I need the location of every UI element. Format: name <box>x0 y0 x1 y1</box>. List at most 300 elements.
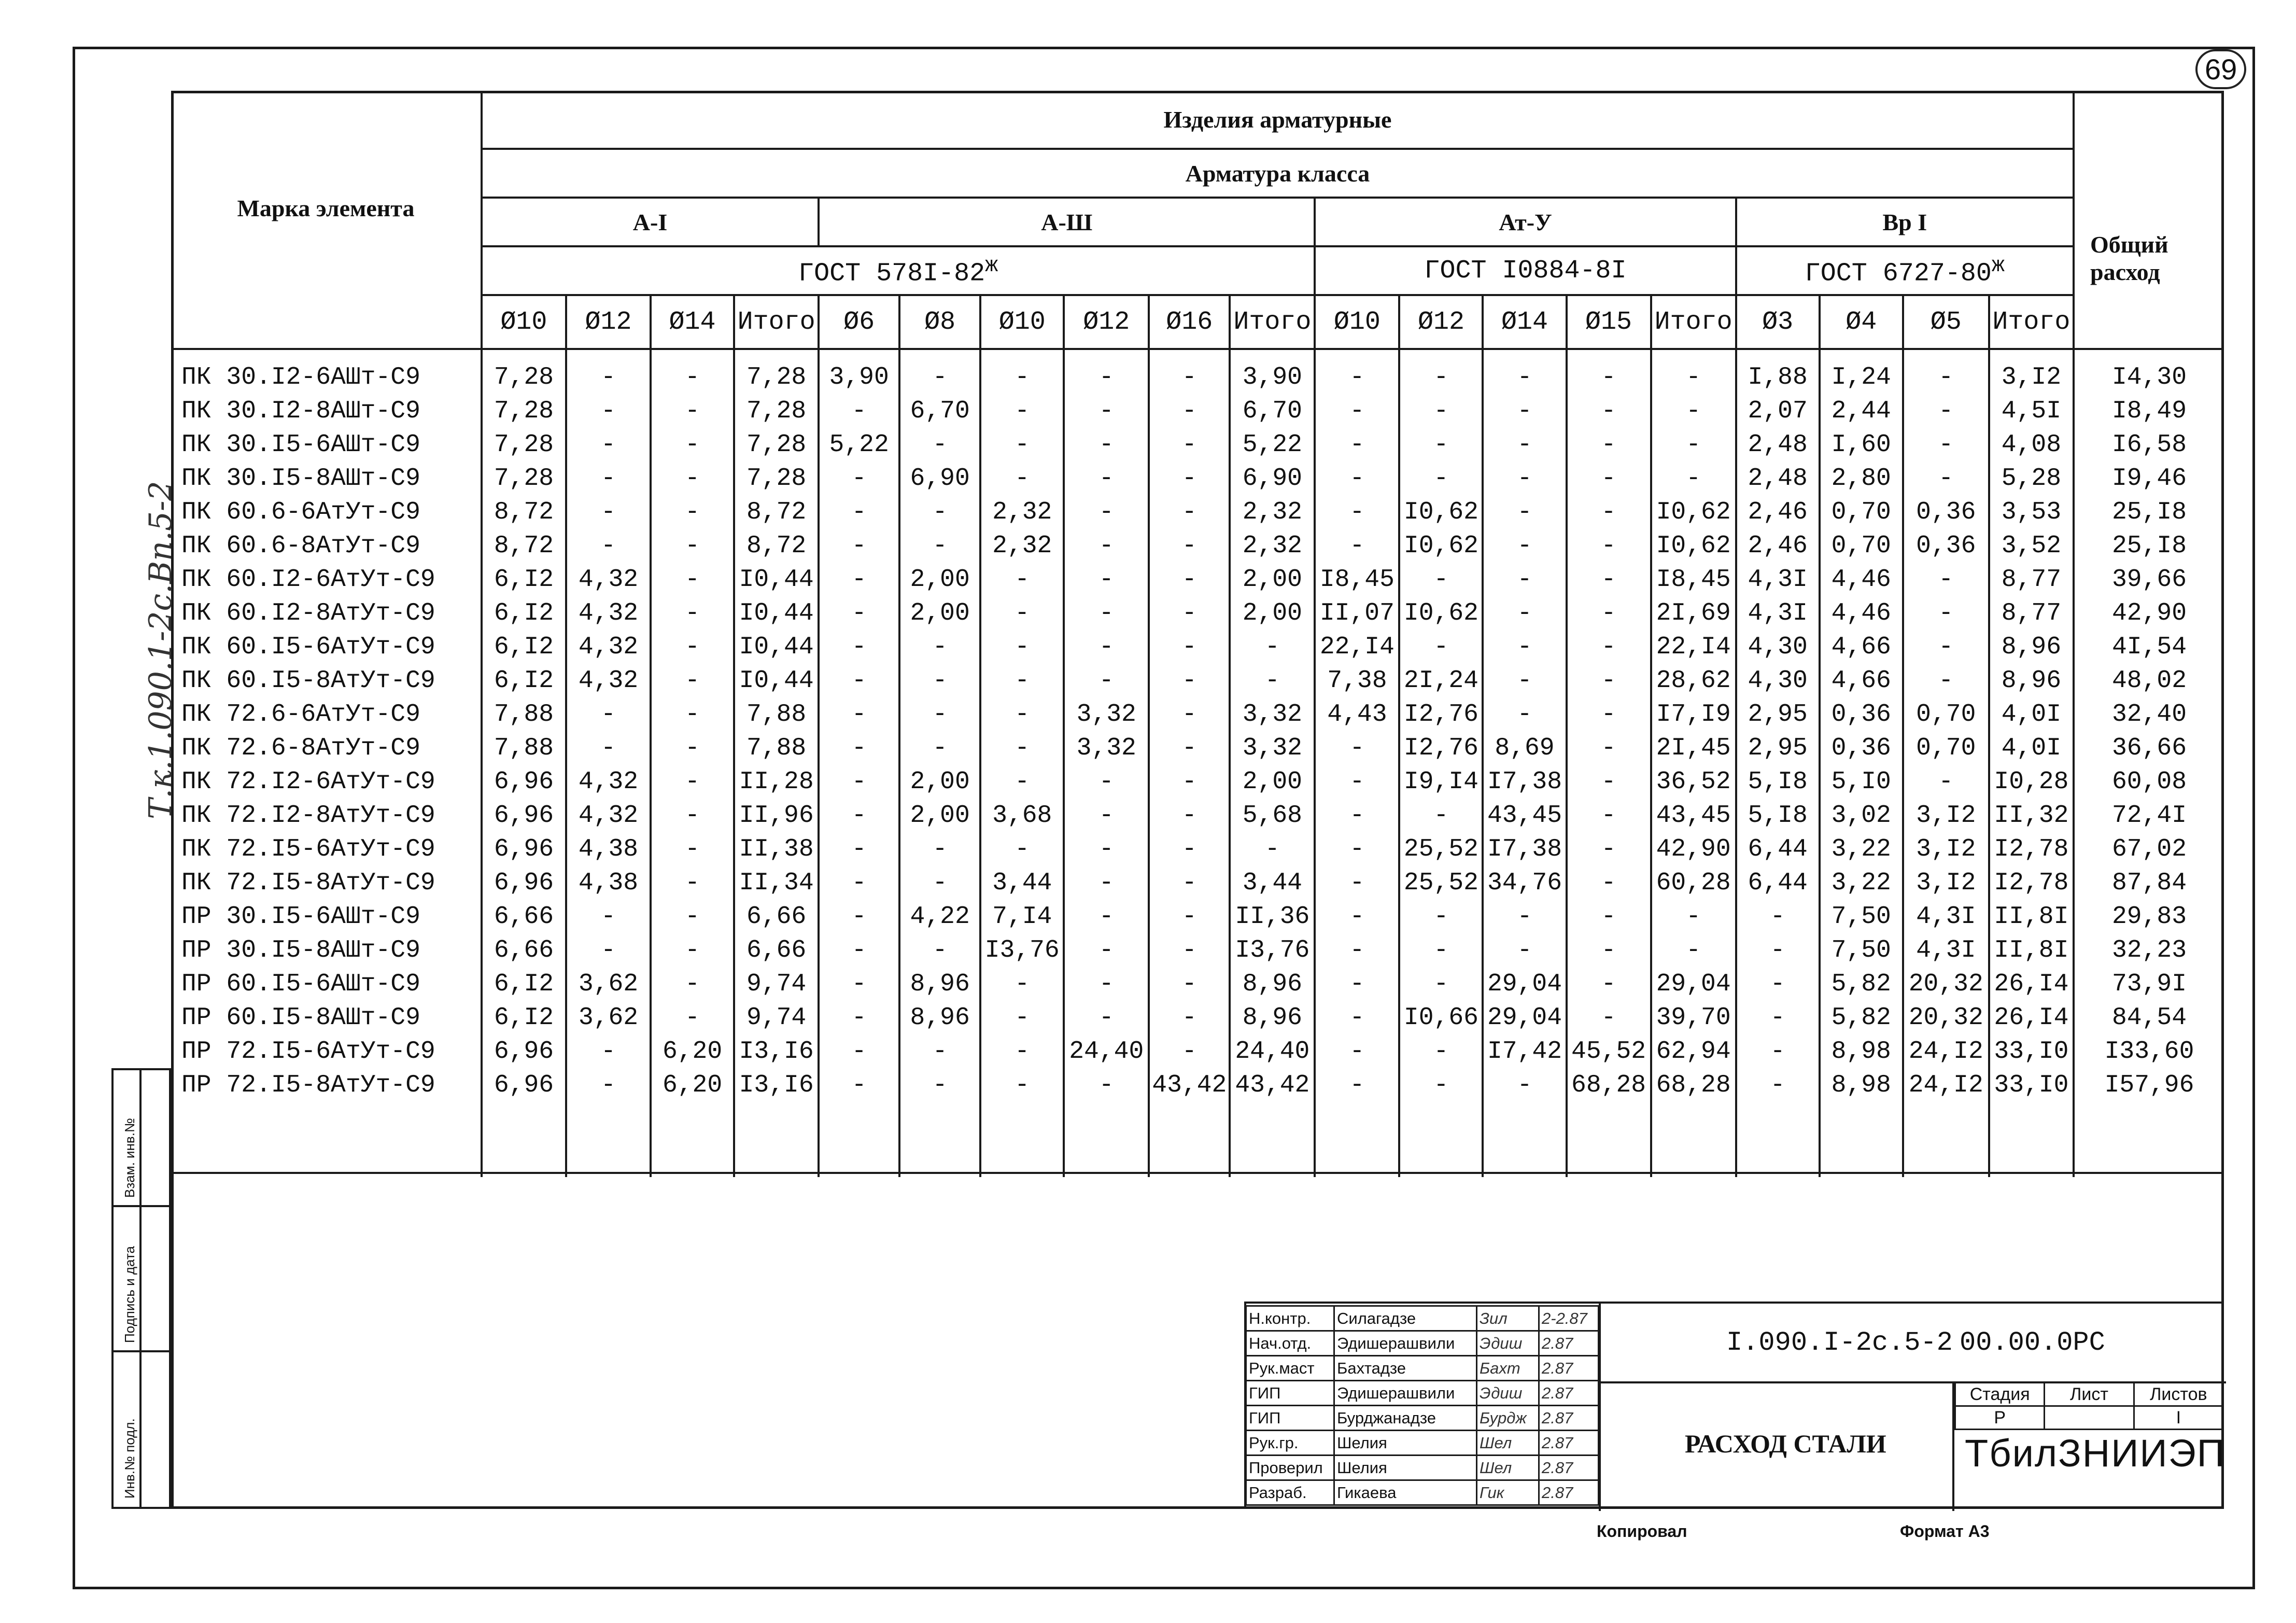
value-cell: 4,3I <box>1903 900 1989 933</box>
value-cell: - <box>899 428 980 461</box>
value-cell: - <box>1483 933 1566 967</box>
value-cell: - <box>1903 765 1989 799</box>
value-cell: 20,32 <box>1903 967 1989 1001</box>
value-cell: 3,44 <box>980 866 1064 900</box>
value-cell: - <box>1903 563 1989 596</box>
value-cell: 7,28 <box>734 349 819 394</box>
total-cell: 25,I8 <box>2074 529 2224 563</box>
value-cell: - <box>1064 900 1149 933</box>
value-cell: 8,69 <box>1483 731 1566 765</box>
stamp-signature: Бурдж <box>1477 1406 1539 1431</box>
size-header: Ø12 <box>1399 295 1483 349</box>
value-cell: - <box>1483 563 1566 596</box>
value-cell: - <box>651 900 734 933</box>
value-cell: 43,42 <box>1149 1068 1230 1102</box>
value-cell: - <box>1903 630 1989 664</box>
value-cell: I0,62 <box>1399 596 1483 630</box>
value-cell: 2,46 <box>1736 495 1820 529</box>
value-cell: 8,96 <box>899 967 980 1001</box>
table-row <box>171 967 2224 1001</box>
value-cell: 3,22 <box>1820 866 1903 900</box>
value-cell: 25,52 <box>1399 866 1483 900</box>
value-cell: 2,95 <box>1736 697 1820 731</box>
value-cell: - <box>1064 596 1149 630</box>
value-cell: - <box>1315 349 1399 394</box>
value-cell: - <box>651 1001 734 1034</box>
table-row <box>171 832 2224 866</box>
value-cell: 2,32 <box>980 495 1064 529</box>
value-cell: 28,62 <box>1651 664 1736 697</box>
value-cell: 4,32 <box>566 563 651 596</box>
value-cell: I,88 <box>1736 349 1820 394</box>
side-cell-replace: Взам. инв.№ <box>122 1118 137 1198</box>
value-cell: 3,62 <box>566 1001 651 1034</box>
value-cell: - <box>819 1034 899 1068</box>
value-cell: 20,32 <box>1903 1001 1989 1034</box>
value-cell: 6,96 <box>482 832 566 866</box>
value-cell: 7,88 <box>482 731 566 765</box>
stage-table <box>1954 1382 2224 1430</box>
value-cell: 7,28 <box>482 394 566 428</box>
header-total <box>2074 91 2224 349</box>
value-cell: 9,74 <box>734 1001 819 1034</box>
value-cell: 0,70 <box>1820 495 1903 529</box>
class-a3: А-Ш <box>819 198 1315 246</box>
table-row <box>171 664 2224 697</box>
value-cell: - <box>1567 967 1651 1001</box>
value-cell: - <box>1064 799 1149 832</box>
value-cell: 6,I2 <box>482 664 566 697</box>
value-cell: - <box>566 428 651 461</box>
element-mark: ПК 72.I2-6АтУт-С9 <box>171 765 482 799</box>
value-cell: - <box>1483 630 1566 664</box>
value-cell: - <box>1149 461 1230 495</box>
value-cell: - <box>1149 765 1230 799</box>
value-cell: 0,36 <box>1820 731 1903 765</box>
value-cell: 5,68 <box>1230 799 1315 832</box>
value-cell: I0,44 <box>734 664 819 697</box>
value-cell: - <box>1064 1001 1149 1034</box>
value-cell: 4,3I <box>1736 563 1820 596</box>
value-cell: 62,94 <box>1651 1034 1736 1068</box>
value-cell: - <box>819 866 899 900</box>
value-cell: - <box>1315 1001 1399 1034</box>
value-cell: I8,45 <box>1651 563 1736 596</box>
value-cell: - <box>1651 349 1736 394</box>
value-cell: 5,28 <box>1989 461 2074 495</box>
value-cell: 7,28 <box>734 428 819 461</box>
value-cell: - <box>819 967 899 1001</box>
value-cell: - <box>1149 664 1230 697</box>
size-header: Ø10 <box>980 295 1064 349</box>
value-cell: - <box>651 529 734 563</box>
value-cell: I7,I9 <box>1651 697 1736 731</box>
total-cell: I4,30 <box>2074 349 2224 394</box>
value-cell: II,32 <box>1989 799 2074 832</box>
value-cell: 2,00 <box>899 596 980 630</box>
value-cell: - <box>1399 394 1483 428</box>
value-cell: II,96 <box>734 799 819 832</box>
total-cell: I33,60 <box>2074 1034 2224 1068</box>
element-mark: ПР 72.I5-6АтУт-С9 <box>171 1034 482 1068</box>
size-header: Ø12 <box>566 295 651 349</box>
value-cell: - <box>1064 428 1149 461</box>
element-mark: ПК 60.I5-8АтУт-С9 <box>171 664 482 697</box>
value-cell: - <box>980 967 1064 1001</box>
value-cell: 3,52 <box>1989 529 2074 563</box>
value-cell: - <box>899 1034 980 1068</box>
value-cell: - <box>651 933 734 967</box>
value-cell: - <box>1399 461 1483 495</box>
value-cell: 4,46 <box>1820 596 1903 630</box>
value-cell: - <box>1315 832 1399 866</box>
stamp-date: 2-2.87 <box>1539 1306 1599 1331</box>
value-cell: - <box>1315 900 1399 933</box>
sheets-label: Листов <box>2134 1383 2223 1406</box>
stamp-signature: Шел <box>1477 1431 1539 1456</box>
stamp-role: Рук.маст <box>1246 1356 1334 1381</box>
value-cell: - <box>1903 394 1989 428</box>
table-row <box>171 529 2224 563</box>
total-cell: 36,66 <box>2074 731 2224 765</box>
value-cell: I7,38 <box>1483 765 1566 799</box>
value-cell: - <box>1149 866 1230 900</box>
value-cell: 3,I2 <box>1903 799 1989 832</box>
value-cell: - <box>651 394 734 428</box>
value-cell: - <box>1736 967 1820 1001</box>
value-cell: - <box>1399 933 1483 967</box>
value-cell: - <box>1149 1001 1230 1034</box>
value-cell: 5,I0 <box>1820 765 1903 799</box>
value-cell: - <box>980 731 1064 765</box>
table-row <box>171 731 2224 765</box>
value-cell: - <box>1230 630 1315 664</box>
table-bottom-rule <box>171 1172 2224 1174</box>
value-cell: - <box>651 495 734 529</box>
value-cell: 24,40 <box>1064 1034 1149 1068</box>
value-cell: - <box>1567 731 1651 765</box>
value-cell: - <box>819 765 899 799</box>
value-cell: 2,32 <box>980 529 1064 563</box>
value-cell: - <box>651 428 734 461</box>
value-cell: - <box>980 1034 1064 1068</box>
value-cell: - <box>1567 832 1651 866</box>
value-cell: - <box>1567 428 1651 461</box>
value-cell: 3,68 <box>980 799 1064 832</box>
value-cell: 0,36 <box>1820 697 1903 731</box>
value-cell: - <box>1651 428 1736 461</box>
size-header: Ø3 <box>1736 295 1820 349</box>
stamp-row <box>1246 1381 1599 1406</box>
value-cell: II,8I <box>1989 933 2074 967</box>
table-row <box>171 394 2224 428</box>
total-cell: 25,I8 <box>2074 495 2224 529</box>
value-cell: 6,96 <box>482 799 566 832</box>
value-cell: - <box>1315 967 1399 1001</box>
value-cell: - <box>819 394 899 428</box>
value-cell: - <box>1567 799 1651 832</box>
value-cell: - <box>1149 563 1230 596</box>
stamp-role: ГИП <box>1246 1406 1334 1431</box>
value-cell: 24,I2 <box>1903 1068 1989 1102</box>
value-cell: - <box>1736 900 1820 933</box>
value-cell: - <box>819 596 899 630</box>
value-cell: 6,44 <box>1736 832 1820 866</box>
table-row <box>171 799 2224 832</box>
value-cell: 5,82 <box>1820 967 1903 1001</box>
value-cell: 6,20 <box>651 1034 734 1068</box>
value-cell: 4,32 <box>566 630 651 664</box>
value-cell: - <box>1567 765 1651 799</box>
value-cell: 43,45 <box>1651 799 1736 832</box>
value-cell: - <box>1399 1034 1483 1068</box>
value-cell: - <box>1315 1034 1399 1068</box>
element-mark: ПК 72.6-6АтУт-С9 <box>171 697 482 731</box>
value-cell: I7,42 <box>1483 1034 1566 1068</box>
value-cell: 8,96 <box>1230 967 1315 1001</box>
table-row <box>171 1034 2224 1068</box>
value-cell: - <box>1651 394 1736 428</box>
value-cell: - <box>1567 596 1651 630</box>
element-mark: ПР 30.I5-8АШт-С9 <box>171 933 482 967</box>
size-header: Ø14 <box>651 295 734 349</box>
value-cell: - <box>651 349 734 394</box>
value-cell: 4,30 <box>1736 664 1820 697</box>
value-cell: 25,52 <box>1399 832 1483 866</box>
value-cell: - <box>1399 1068 1483 1102</box>
total-cell: 67,02 <box>2074 832 2224 866</box>
stage-label: Стадия <box>1955 1383 2045 1406</box>
value-cell: 0,36 <box>1903 495 1989 529</box>
value-cell: - <box>651 664 734 697</box>
value-cell: 6,66 <box>734 933 819 967</box>
value-cell: 7,50 <box>1820 900 1903 933</box>
stamp-date: 2.87 <box>1539 1381 1599 1406</box>
value-cell: - <box>819 933 899 967</box>
stamp-name: Бахтадзе <box>1334 1356 1477 1381</box>
value-cell: 60,28 <box>1651 866 1736 900</box>
total-cell: 84,54 <box>2074 1001 2224 1034</box>
value-cell: - <box>980 394 1064 428</box>
stamp-row <box>1246 1431 1599 1456</box>
value-cell: - <box>566 900 651 933</box>
stamp-role: Разраб. <box>1246 1480 1334 1505</box>
value-cell: II,28 <box>734 765 819 799</box>
value-cell: - <box>651 967 734 1001</box>
value-cell: 0,70 <box>1903 731 1989 765</box>
value-cell: 8,96 <box>1230 1001 1315 1034</box>
doc-suffix: 00.00.0РС <box>1960 1327 2105 1358</box>
value-cell: - <box>1064 1068 1149 1102</box>
stamp-row <box>1246 1406 1599 1431</box>
stamp-role: ГИП <box>1246 1381 1334 1406</box>
value-cell: - <box>819 563 899 596</box>
value-cell: - <box>1903 664 1989 697</box>
value-cell: - <box>1149 349 1230 394</box>
sheet-title: РАСХОД СТАЛИ <box>1685 1429 1886 1458</box>
stamp-row <box>1246 1456 1599 1480</box>
value-cell: 4,32 <box>566 664 651 697</box>
value-cell: - <box>651 461 734 495</box>
value-cell: 8,96 <box>1989 664 2074 697</box>
value-cell: - <box>1149 731 1230 765</box>
value-cell: - <box>899 933 980 967</box>
stamp-role: Рук.гр. <box>1246 1431 1334 1456</box>
header-rebar-class: Арматура класса <box>482 149 2074 198</box>
value-cell: - <box>1567 563 1651 596</box>
value-cell: - <box>819 1068 899 1102</box>
value-cell: - <box>1483 428 1566 461</box>
size-header: Итого <box>1989 295 2074 349</box>
value-cell: - <box>819 1001 899 1034</box>
value-cell: I3,I6 <box>734 1034 819 1068</box>
value-cell: I2,76 <box>1399 731 1483 765</box>
value-cell: - <box>980 664 1064 697</box>
value-cell: 8,96 <box>1989 630 2074 664</box>
value-cell: - <box>1483 697 1566 731</box>
element-mark: ПК 72.I2-8АтУт-С9 <box>171 799 482 832</box>
header-products: Изделия арматурные <box>482 91 2074 149</box>
size-header: Итого <box>734 295 819 349</box>
stamp-name: Шелия <box>1334 1456 1477 1480</box>
value-cell: 6,96 <box>482 1068 566 1102</box>
value-cell: 6,I2 <box>482 630 566 664</box>
value-cell: - <box>819 900 899 933</box>
value-cell: - <box>819 697 899 731</box>
value-cell: - <box>1064 495 1149 529</box>
table-row <box>171 495 2224 529</box>
value-cell: - <box>1149 394 1230 428</box>
value-cell: - <box>1483 664 1566 697</box>
value-cell: - <box>651 765 734 799</box>
value-cell: 3,44 <box>1230 866 1315 900</box>
value-cell: 4,0I <box>1989 731 2074 765</box>
value-cell: I0,62 <box>1399 529 1483 563</box>
value-cell: 2,07 <box>1736 394 1820 428</box>
stamp-signature: Гик <box>1477 1480 1539 1505</box>
value-cell: - <box>1567 664 1651 697</box>
total-cell: 29,83 <box>2074 900 2224 933</box>
stamp-date: 2.87 <box>1539 1331 1599 1356</box>
total-cell: I9,46 <box>2074 461 2224 495</box>
size-header: Итого <box>1651 295 1736 349</box>
value-cell: - <box>1903 349 1989 394</box>
value-cell: 33,I0 <box>1989 1068 2074 1102</box>
value-cell: I3,76 <box>1230 933 1315 967</box>
value-cell: 8,72 <box>734 495 819 529</box>
value-cell: 2I,24 <box>1399 664 1483 697</box>
value-cell: - <box>819 664 899 697</box>
value-cell: 3,32 <box>1064 697 1149 731</box>
size-header: Ø4 <box>1820 295 1903 349</box>
value-cell: II,34 <box>734 866 819 900</box>
total-cell: 73,9I <box>2074 967 2224 1001</box>
value-cell: 26,I4 <box>1989 1001 2074 1034</box>
value-cell: - <box>566 529 651 563</box>
value-cell: - <box>1736 1034 1820 1068</box>
value-cell: - <box>1567 349 1651 394</box>
stamp-row <box>1246 1306 1599 1331</box>
value-cell: - <box>819 731 899 765</box>
value-cell: - <box>1399 349 1483 394</box>
value-cell: 7,50 <box>1820 933 1903 967</box>
steel-consumption-table <box>171 91 2224 1177</box>
value-cell: - <box>651 630 734 664</box>
value-cell: 24,40 <box>1230 1034 1315 1068</box>
value-cell: 7,38 <box>1315 664 1399 697</box>
side-cell-sign: Подпись и дата <box>122 1246 137 1343</box>
value-cell: 2,95 <box>1736 731 1820 765</box>
value-cell: - <box>1149 596 1230 630</box>
value-cell: 3,53 <box>1989 495 2074 529</box>
value-cell: - <box>1567 630 1651 664</box>
stamp-date: 2.87 <box>1539 1356 1599 1381</box>
table-row <box>171 428 2224 461</box>
value-cell: - <box>566 349 651 394</box>
value-cell: 4,30 <box>1736 630 1820 664</box>
size-header: Ø16 <box>1149 295 1230 349</box>
size-header: Ø6 <box>819 295 899 349</box>
value-cell: 6,20 <box>651 1068 734 1102</box>
value-cell: - <box>980 461 1064 495</box>
stamp-signature: Эдиш <box>1477 1381 1539 1406</box>
value-cell: - <box>1315 731 1399 765</box>
element-mark: ПК 30.I2-8АШт-С9 <box>171 394 482 428</box>
class-vr1: Вр I <box>1736 198 2074 246</box>
value-cell: - <box>1651 461 1736 495</box>
value-cell: - <box>1149 697 1230 731</box>
value-cell: II,38 <box>734 832 819 866</box>
value-cell: 6,66 <box>482 900 566 933</box>
value-cell: - <box>1315 799 1399 832</box>
value-cell: I3,I6 <box>734 1068 819 1102</box>
value-cell: - <box>1567 866 1651 900</box>
value-cell: 4,22 <box>899 900 980 933</box>
class-a1: А-I <box>482 198 819 246</box>
value-cell: 42,90 <box>1651 832 1736 866</box>
value-cell: 6,70 <box>899 394 980 428</box>
stamp-role: Проверил <box>1246 1456 1334 1480</box>
value-cell: - <box>1567 495 1651 529</box>
value-cell: - <box>980 630 1064 664</box>
value-cell: 26,I4 <box>1989 967 2074 1001</box>
value-cell: 29,04 <box>1651 967 1736 1001</box>
value-cell: - <box>1064 664 1149 697</box>
value-cell: 68,28 <box>1567 1068 1651 1102</box>
value-cell: 5,22 <box>819 428 899 461</box>
value-cell: 2,00 <box>899 799 980 832</box>
value-cell: - <box>1399 630 1483 664</box>
value-cell: 5,I8 <box>1736 799 1820 832</box>
total-cell: I6,58 <box>2074 428 2224 461</box>
stamp-date: 2.87 <box>1539 1431 1599 1456</box>
element-mark: ПК 30.I5-8АШт-С9 <box>171 461 482 495</box>
value-cell: - <box>1315 933 1399 967</box>
value-cell: 4,66 <box>1820 664 1903 697</box>
stamp-signature: Бахт <box>1477 1356 1539 1381</box>
element-mark: ПК 30.I5-6АШт-С9 <box>171 428 482 461</box>
header-mark: Марка элемента <box>171 91 482 349</box>
stamp-signature: Шел <box>1477 1456 1539 1480</box>
value-cell: - <box>819 495 899 529</box>
value-cell: - <box>1736 1001 1820 1034</box>
gost-6727: ГОСТ $6727-80^ж$ <box>1736 246 2074 295</box>
value-cell: I9,I4 <box>1399 765 1483 799</box>
value-cell: 2I,69 <box>1651 596 1736 630</box>
value-cell: 4,32 <box>566 596 651 630</box>
value-cell: - <box>651 731 734 765</box>
value-cell: - <box>1483 461 1566 495</box>
